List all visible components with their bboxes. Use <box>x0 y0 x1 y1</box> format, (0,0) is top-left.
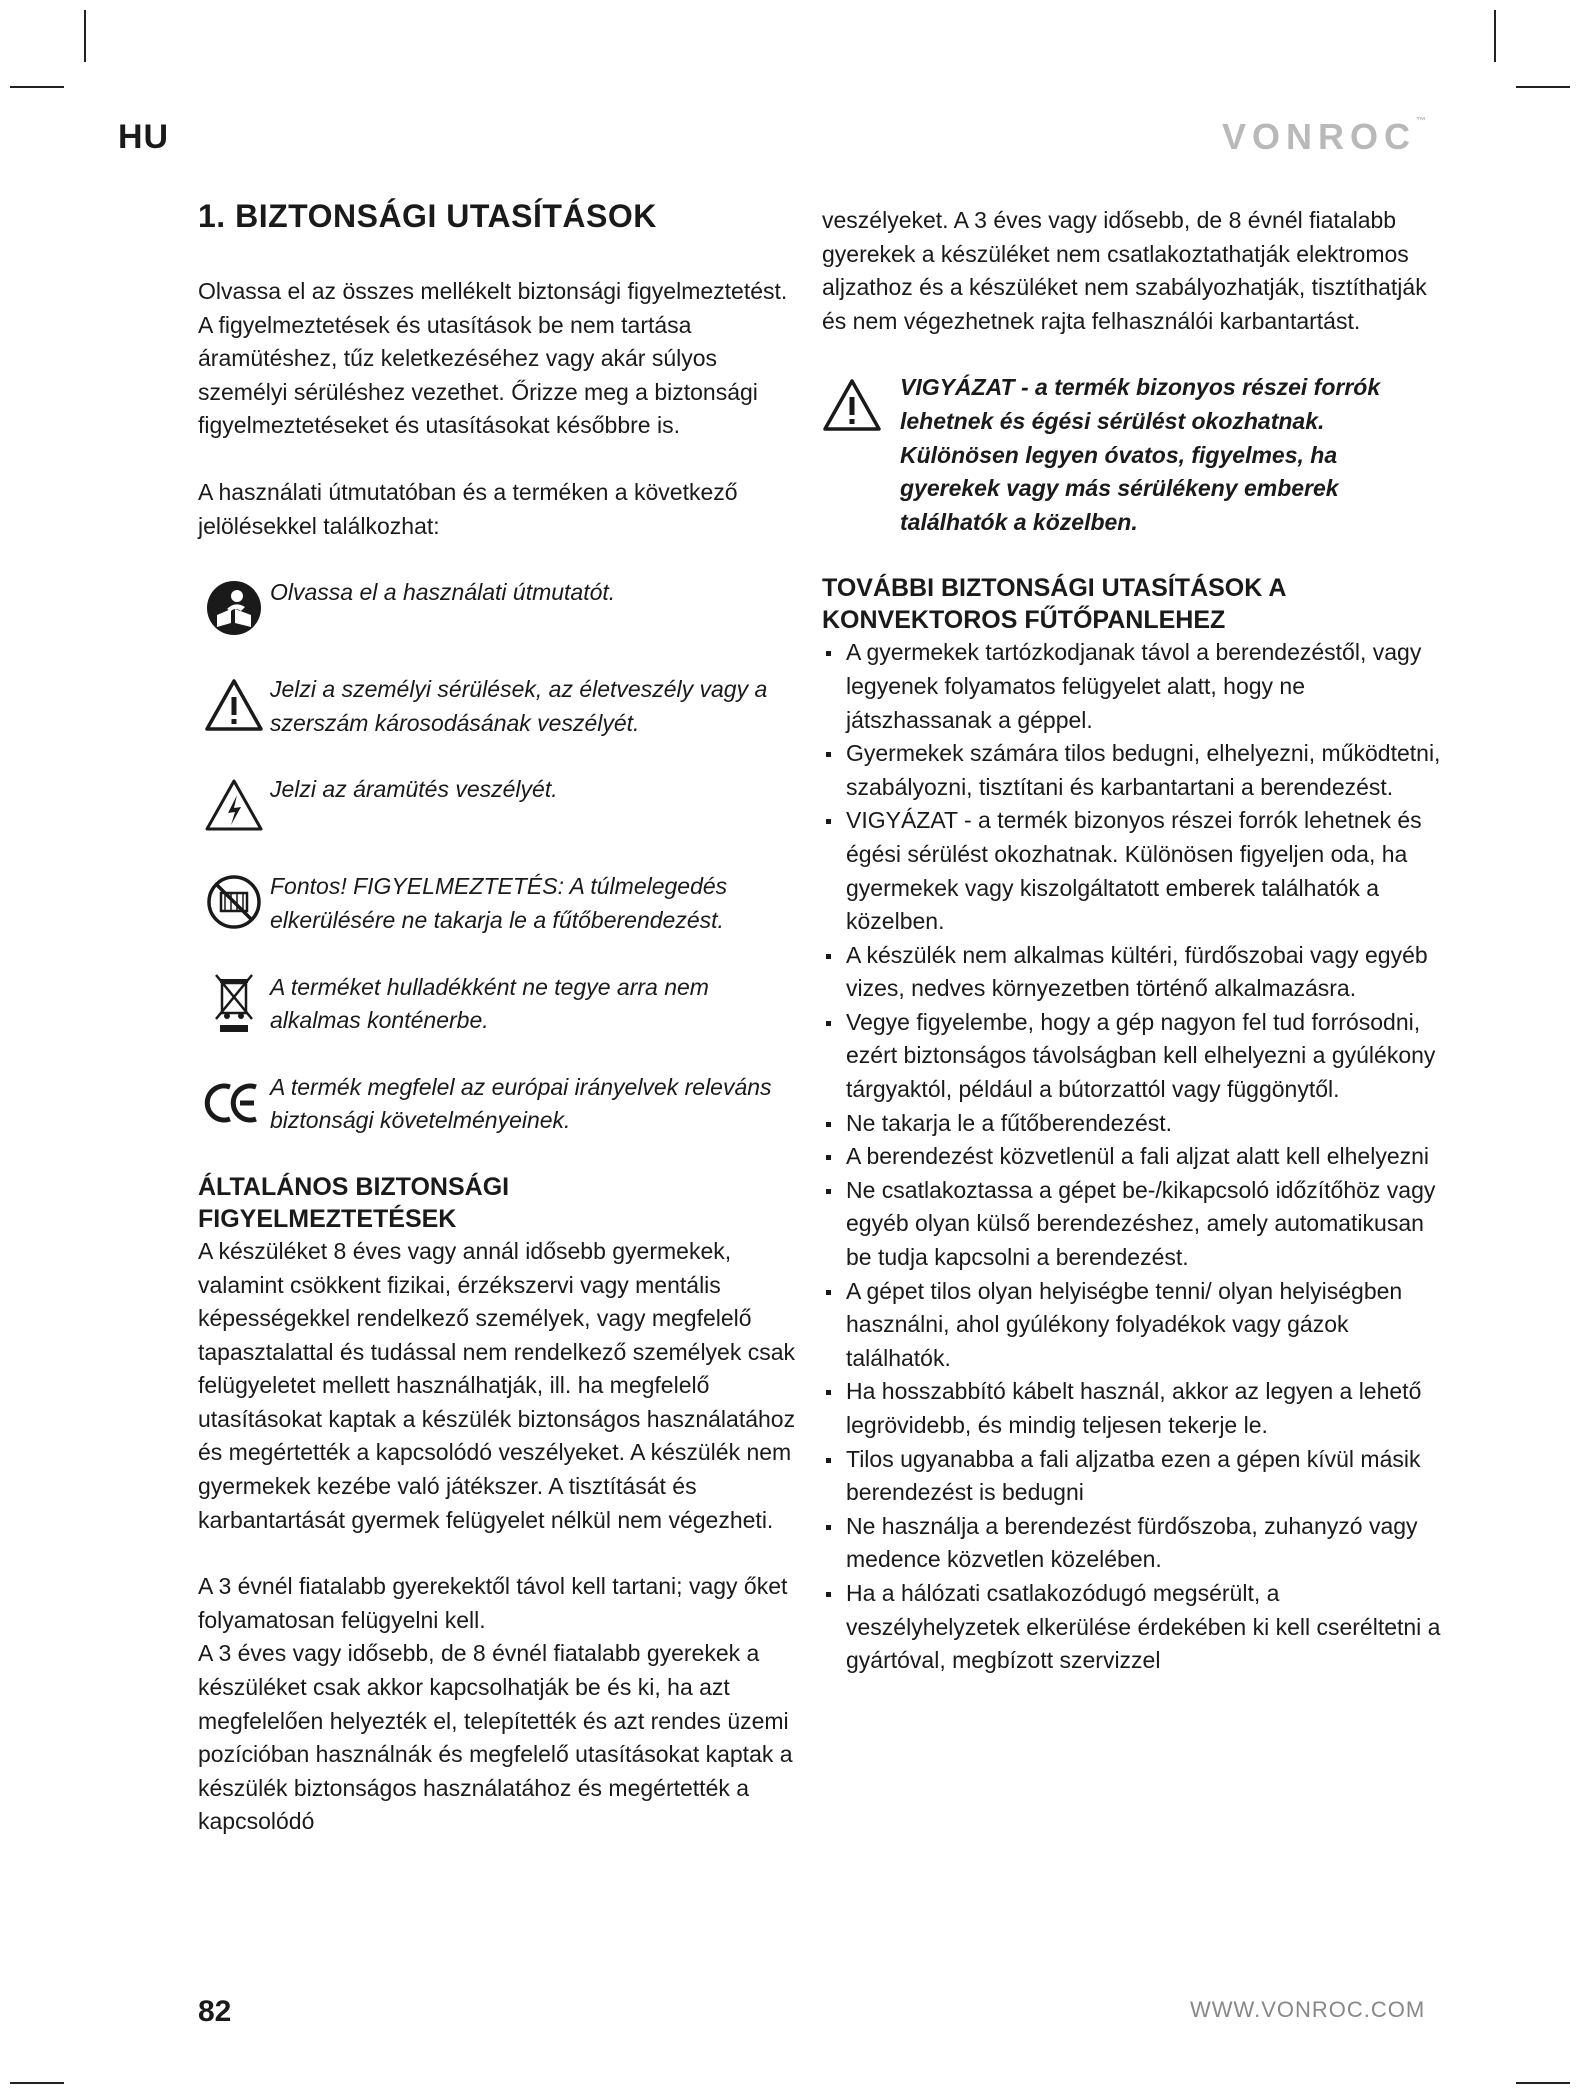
caution-block <box>822 371 1442 539</box>
crop-mark <box>1516 86 1570 88</box>
general-heading: ÁLTALÁNOS BIZTONSÁGI FIGYELMEZTETÉSEK <box>198 1172 510 1233</box>
crop-mark <box>10 2082 64 2084</box>
left-column <box>198 198 798 1839</box>
list-item: Ne csatlakoztassa a gépet be-/kikapcsoló időzítőhöz vagy egyéb olyan külső berendezéshez, amely automatikusan be tudja kapcsolni a berendezést. <box>822 1174 1442 1275</box>
symbol-text: A terméket hulladékként ne tegye arra nem alkalmas konténerbe. <box>270 973 709 1034</box>
symbol-row <box>198 1071 798 1138</box>
intro-paragraph: Olvassa el az összes mellékelt biztonsági figyelmeztetést. A figyelmeztetések és utasítások be nem tartása áramütéshez, tűz keletkezéséhez vagy akár súlyos személyi sérüléshez vezethet. Őrizze meg a biztonsági figyelmeztetéseket és utasításokat későbbre is. <box>198 278 788 439</box>
language-code: HU <box>118 118 170 156</box>
brand-name: VONROC <box>1222 116 1417 157</box>
warning-triangle-icon <box>198 673 270 737</box>
symbol-row <box>198 971 798 1038</box>
warning-triangle-icon <box>822 371 900 438</box>
symbol-text: Fontos! FIGYELMEZTETÉS: A túlmelegedés elkerülésére ne takarja le a fűtőberendezést. <box>270 873 728 933</box>
crop-mark <box>1516 2082 1570 2084</box>
list-item: A készülék nem alkalmas kültéri, fürdőszobai vagy egyéb vizes, nedves környezetben történő alkalmazásra. <box>822 939 1442 1006</box>
list-item: Ne használja a berendezést fürdőszoba, zuhanyzó vagy medence közvetlen közelében. <box>822 1510 1442 1577</box>
markings-intro: A használati útmutatóban és a terméken a következő jelölésekkel találkozhat: <box>198 478 738 539</box>
symbol-row <box>198 576 798 640</box>
list-item: VIGYÁZAT - a termék bizonyos részei forrók lehetnek és égési sérülést okozhatnak. Különösen figyeljen oda, ha gyermekek vagy kiszolgáltatott emberek találhatók a közelben. <box>822 804 1442 938</box>
symbol-row <box>198 773 798 837</box>
electric-shock-icon <box>198 773 270 837</box>
crop-mark <box>10 86 64 88</box>
website-url: WWW.VONROC.COM <box>1190 1997 1426 2022</box>
crop-mark <box>84 10 86 62</box>
symbol-text: Jelzi az áramütés veszélyét. <box>270 776 558 803</box>
list-item: A gyermekek tartózkodjanak távol a berendezéstől, vagy legyenek folyamatos felügyelet alatt, hogy ne játszhassanak a géppel. <box>822 636 1442 737</box>
crop-mark <box>1494 10 1496 62</box>
list-item: Ne takarja le a fűtőberendezést. <box>822 1107 1442 1141</box>
continued-paragraph: veszélyeket. A 3 éves vagy idősebb, de 8 évnél fiatalabb gyerekek a készüléket nem csatlakoztathatják elektromos aljzathoz és a készüléket nem szabályozhatják, tisztíthatják és nem végezhetnek rajta felhasználói karbantartást. <box>822 207 1427 334</box>
ce-mark-icon <box>198 1071 270 1135</box>
symbol-row <box>198 673 798 740</box>
read-manual-icon <box>198 576 270 640</box>
safety-list <box>822 636 1442 1677</box>
symbol-row <box>198 870 798 937</box>
symbol-text: Jelzi a személyi sérülések, az életveszély vagy a szerszám károsodásának veszélyét. <box>270 676 768 736</box>
list-item: Gyermekek számára tilos bedugni, elhelyezni, működtetni, szabályozni, tisztítani és karbantartani a berendezést. <box>822 737 1442 804</box>
brand-logo: VONROC™ <box>1222 116 1427 157</box>
section-title: 1. BIZTONSÁGI UTASÍTÁSOK <box>198 198 657 234</box>
list-item: Tilos ugyanabba a fali aljzatba ezen a gépen kívül másik berendezést is bedugni <box>822 1443 1442 1510</box>
symbol-text: Olvassa el a használati útmutatót. <box>270 579 616 606</box>
additional-heading: TOVÁBBI BIZTONSÁGI UTASÍTÁSOK A KONVEKTOROS FŰTŐPANLEHEZ <box>822 574 1286 635</box>
list-item: Vegye figyelembe, hogy a gép nagyon fel tud forrósodni, ezért biztonságos távolságban kell elhelyezni a gyúlékony tárgyaktól, például a bútorzattól vagy függönytől. <box>822 1006 1442 1107</box>
list-item: A gépet tilos olyan helyiségbe tenni/ olyan helyiségben használni, ahol gyúlékony folyadékok vagy gázok találhatók. <box>822 1275 1442 1376</box>
list-item: Ha a hálózati csatlakozódugó megsérült, a veszélyhelyzetek elkerülése érdekében ki kell cseréltetni a gyártóval, megbízott szervizzel <box>822 1577 1442 1678</box>
do-not-cover-icon <box>198 870 270 934</box>
general-paragraph: A 3 évnél fiatalabb gyerekektől távol kell tartani; vagy őket folyamatosan felügyelni kell. <box>198 1573 788 1633</box>
list-item: A berendezést közvetlenül a fali aljzat alatt kell elhelyezni <box>822 1140 1442 1174</box>
right-column <box>822 204 1442 1678</box>
caution-text: VIGYÁZAT - a termék bizonyos részei forrók lehetnek és égési sérülést okozhatnak. Különösen legyen óvatos, figyelmes, ha gyerekek vagy más sérülékeny emberek találhatók a közelben. <box>900 374 1381 535</box>
page-number: 82 <box>198 1995 232 2028</box>
list-item: Ha hosszabbító kábelt használ, akkor az legyen a lehető legrövidebb, és mindig teljesen tekerje le. <box>822 1375 1442 1442</box>
general-paragraph: A készüléket 8 éves vagy annál idősebb gyermekek, valamint csökkent fizikai, érzékszervi vagy mentális képességekkel rendelkező személyek, vagy megfelelő tapasztalattal és tudással nem rendelkező személyek csak felügyeletet mellett használhatják, ill. ha megfelelő utasításokat kaptak a készülék biztonságos használatához és megértették a kapcsolódó veszélyeket. A készülék nem gyermekek kezébe való játékszer. A tisztítását és karbantartását gyermek felügyelet nélkül nem végezheti. <box>198 1237 796 1533</box>
weee-bin-icon <box>198 971 270 1035</box>
general-paragraph: A 3 éves vagy idősebb, de 8 évnél fiatalabb gyerekek a készüléket csak akkor kapcsolhatják be és ki, ha azt megfelelően helyezték el, telepítették és azt rendes üzemi pozícióban használnák és megfelelő utasításokat kaptak a készülék biztonságos használatához és megértették a kapcsolódó <box>198 1640 793 1835</box>
symbol-text: A termék megfelel az európai irányelvek releváns biztonsági követelményeinek. <box>270 1073 772 1134</box>
